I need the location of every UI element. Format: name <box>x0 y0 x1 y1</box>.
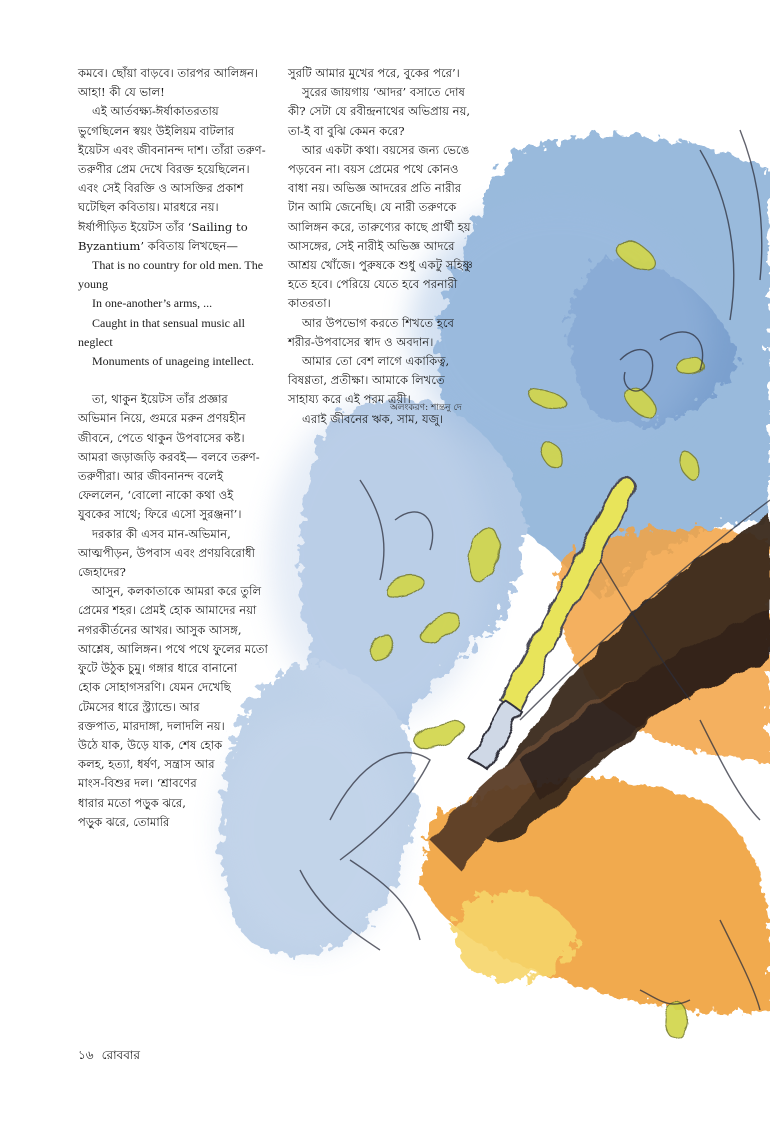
text-line: দরকার কী এসব মান-অভিমান, <box>92 526 231 541</box>
illustration-credit: অলংকরণ: শান্তনু দে <box>390 403 462 413</box>
text-line: অভিমান নিয়ে, গুমরে মরুন প্রণয়হীন <box>78 411 246 426</box>
text-line: In one-another’s arms, ... <box>92 296 213 311</box>
text-line: ফুটে উঠুক চুমু। গঙ্গার ধারে বানানো <box>78 661 238 676</box>
text-line: তা-ই বা বুঝি কেমন করে? <box>288 123 405 138</box>
text-line: প্রেমের শহর। প্রেমই হোক আমাদের নয়া <box>78 603 257 618</box>
text-line: কমবে। ছোঁয়া বাড়বে। তারপর আলিঙ্গন। <box>78 66 259 80</box>
text-line: এরাই জীবনের ঋক, সাম, যজু। <box>302 411 444 426</box>
text-line: বাধা নয়। অভিজ্ঞ আদরের প্রতি নারীর <box>288 181 462 196</box>
text-line: নগরকীর্তনের আখর। আসুক আসঙ্গ, <box>78 622 242 637</box>
magazine-name: রোববার <box>101 1048 140 1062</box>
text-line: সুরের জায়গায় ‘আদর’ বসাতে দোষ <box>302 85 465 100</box>
text-line: যুবকের সাথে; ফিরে এসো সুরঞ্জনা’। <box>78 507 242 522</box>
text-line: আমরা জড়াজড়ি করবই— বলবে তরুণ- <box>78 449 260 464</box>
text-line: সাহায্য করে এই পরম ত্রয়ী। <box>288 392 411 407</box>
text-line: আলিঙ্গন করে, তারুণ্যের কাছে প্রার্থী হয় <box>288 219 471 234</box>
text-line: young <box>78 277 108 292</box>
text-line: উঠে যাক, উড়ে যাক, শেষ হোক <box>78 737 223 752</box>
text-line: আর উপভোগ করতে শিখতে হবে <box>302 315 454 330</box>
text-column-right <box>288 64 488 429</box>
text-line: শরীর-উপবাসের স্বাদ ও অবদান। <box>288 334 434 349</box>
text-line: পড়ুক ঝরে, তোমারি <box>78 814 170 829</box>
text-column-left <box>78 64 283 832</box>
text-line: ঘটেছিল কবিতায়। মারধরে নয়। <box>78 200 219 215</box>
text-line: আশ্লেষ, আলিঙ্গন। পথে পথে ফুলের মতো <box>78 641 268 656</box>
text-line: হোক সোহাগসরণি। যেমন দেখেছি <box>78 680 231 695</box>
text-line: আমার তো বেশ লাগে একাকিত্ব, <box>302 354 450 369</box>
text-line: আত্মপীড়ন, উপবাস এবং প্রণয়বিরোধী <box>78 545 255 560</box>
text-line: তরুণীরা। আর জীবনানন্দ বলেই <box>78 469 224 484</box>
text-line: আশ্রয় খোঁজে। পুরুষকে শুধু একটু সহিষ্ণু <box>288 258 473 273</box>
page-folio <box>78 1047 148 1067</box>
text-line: আসুন, কলকাতাকে আমরা করে তুলি <box>92 584 262 599</box>
text-line: কী? সেটা যে রবীন্দ্রনাথের অভিপ্রায় নয়, <box>288 104 471 119</box>
text-line: ঈর্ষাপীড়িত ইয়েটস তাঁর ‘Sailing to <box>78 219 248 234</box>
text-line: তরুণীর প্রেম দেখে বিরক্ত হয়েছিলেন। <box>78 162 250 177</box>
text-line: জেহাদের? <box>78 565 126 580</box>
text-line: পড়বেন না। বয়স প্রেমের পথে কোনও <box>288 162 459 177</box>
text-line: কলহ, হত্যা, ধর্ষণ, সন্ত্রাস আর <box>78 757 215 772</box>
page-number: ১৬ <box>78 1048 94 1062</box>
text-line: আসঙ্গের, সেই নারীই অভিজ্ঞ আদরে <box>288 238 455 253</box>
text-line: বিষণ্ণতা, প্রতীক্ষা। আমাকে লিখতে <box>288 373 445 388</box>
text-line: That is no country for old men. The <box>92 258 264 273</box>
text-line: টান আমি জেনেছি। যে নারী তরুণকে <box>288 200 457 215</box>
text-line: neglect <box>78 334 113 349</box>
text-line: ফেললেন, ‘বোলো নাকো কথা ওই <box>78 488 234 503</box>
text-line: জীবনে, পেতে থাকুন উপবাসের কষ্ট। <box>78 430 245 445</box>
text-line: রক্তপাত, মারদাঙ্গা, দলাদলি নয়। <box>78 718 225 733</box>
paragraph-gap <box>78 371 283 390</box>
text-line: এই আর্তবক্ষ্য-ঈর্ষাকাতরতায় <box>92 104 219 119</box>
text-line: মাংস-বিশুর দল। ‘শ্রাবণের <box>78 776 197 791</box>
text-line: তা, থাকুন ইয়েটস তাঁর প্রজ্ঞার <box>92 392 228 407</box>
text-line: Byzantium’ কবিতায় লিখছেন— <box>78 238 238 253</box>
text-line: ইয়েটস এবং জীবনানন্দ দাশ। তাঁরা তরুণ- <box>78 142 266 157</box>
text-line: টেমসের ধারে স্ট্র্যান্ডে। আর <box>78 699 200 714</box>
text-line: ভুগেছিলেন স্বয়ং উইলিয়ম বাটলার <box>78 123 235 138</box>
text-line: সুরটি আমার মুখের পরে, বুকের পরে’। <box>288 66 460 80</box>
text-line: আহা! কী যে ভাল! <box>78 85 165 100</box>
text-line: কাতরতা। <box>288 296 331 311</box>
text-line: ধারার মতো পড়ুক ঝরে, <box>78 795 186 810</box>
text-line: Caught in that sensual music all <box>92 315 245 330</box>
text-line: হতে হবে। পেরিয়ে যেতে হবে পরনারী <box>288 277 458 292</box>
text-line: এবং সেই বিরক্তি ও আসক্তির প্রকাশ <box>78 181 244 196</box>
text-line: Monuments of unageing intellect. <box>92 354 254 369</box>
text-line: আর একটা কথা। বয়সের জন্য ভেঙে <box>302 142 470 157</box>
